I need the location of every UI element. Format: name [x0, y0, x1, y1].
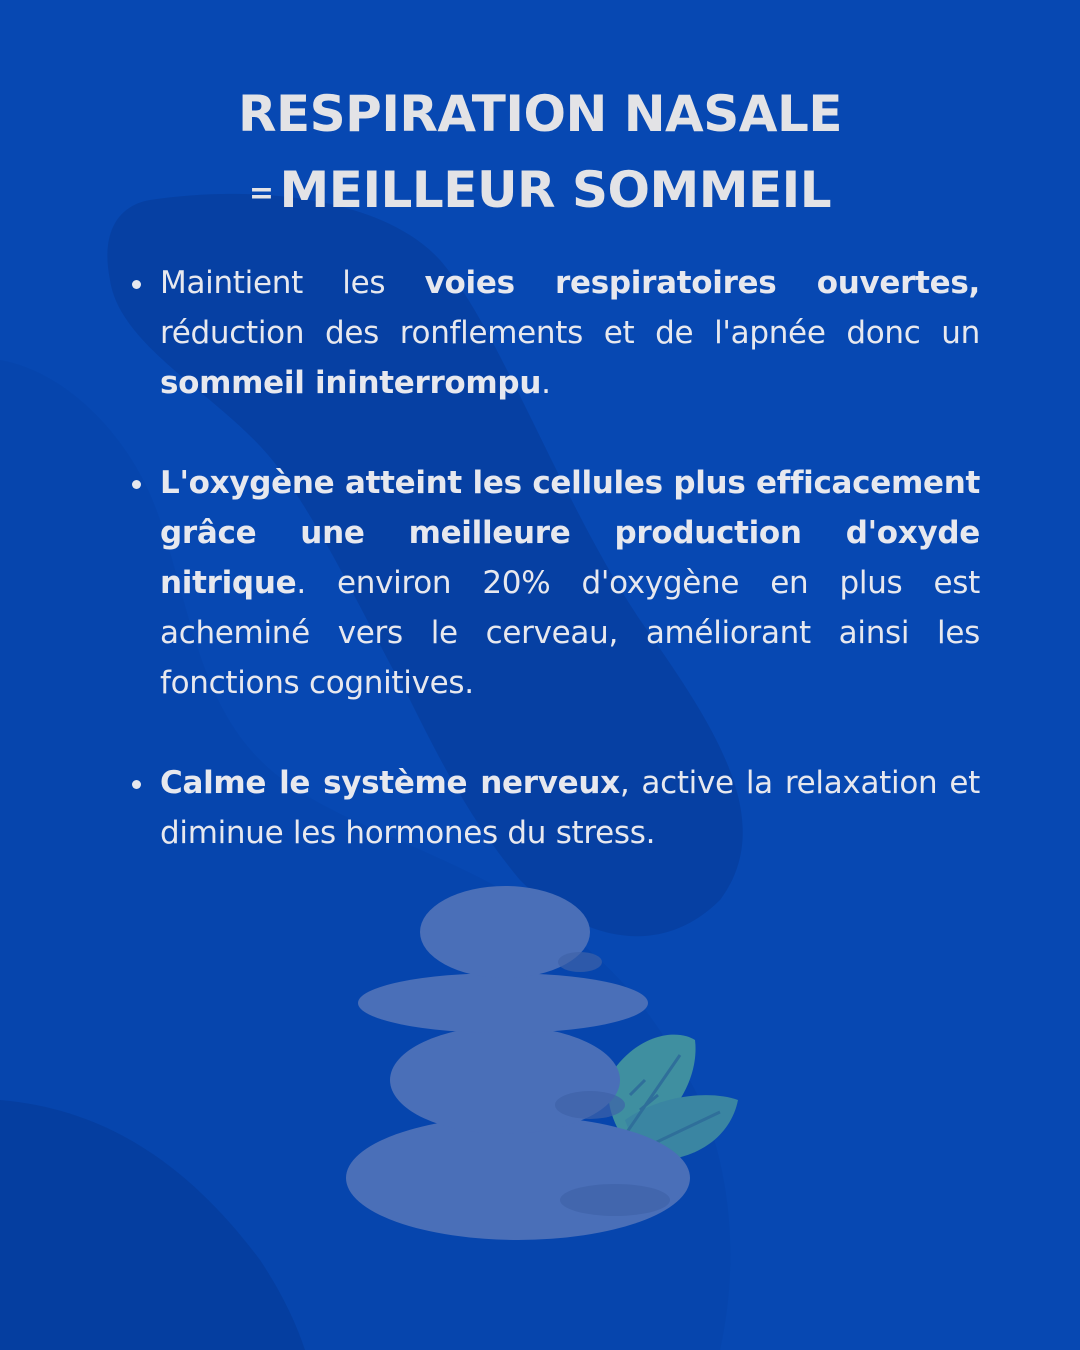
- bold-text: Calme le système nerveux: [160, 765, 620, 801]
- text-segment: Maintient les: [160, 265, 425, 301]
- bold-text: L'oxygène atteint les cellules plus efficacement grâce une meilleure production d'oxyde nitrique: [160, 465, 980, 601]
- text-segment: réduction des ronflements et de l'apnée donc un: [160, 315, 980, 351]
- text-segment: .: [541, 365, 551, 401]
- stacked-stones-with-leaf-icon: [340, 880, 750, 1250]
- benefit-list: [160, 258, 980, 908]
- bold-text: sommeil ininterrompu: [160, 365, 542, 401]
- page-title: [0, 76, 1080, 232]
- text-segment: . environ 20% d'oxygène en plus est acheminé vers le cerveau, améliorant ainsi les fonctions cognitives.: [160, 565, 980, 701]
- list-item: [160, 258, 980, 408]
- bold-text: voies respiratoires ouvertes,: [424, 265, 980, 301]
- stone-flat: [358, 973, 648, 1033]
- title-equals: =: [248, 176, 274, 211]
- title-line-2: [0, 152, 1080, 232]
- stone-bottom: [346, 1116, 690, 1240]
- title-line-2-text: MEILLEUR SOMMEIL: [279, 161, 832, 219]
- list-item: [160, 758, 980, 858]
- title-line-1: RESPIRATION NASALE: [238, 85, 842, 143]
- text-segment: , active la relaxation et diminue les hormones du stress.: [160, 765, 980, 851]
- list-item: [160, 458, 980, 708]
